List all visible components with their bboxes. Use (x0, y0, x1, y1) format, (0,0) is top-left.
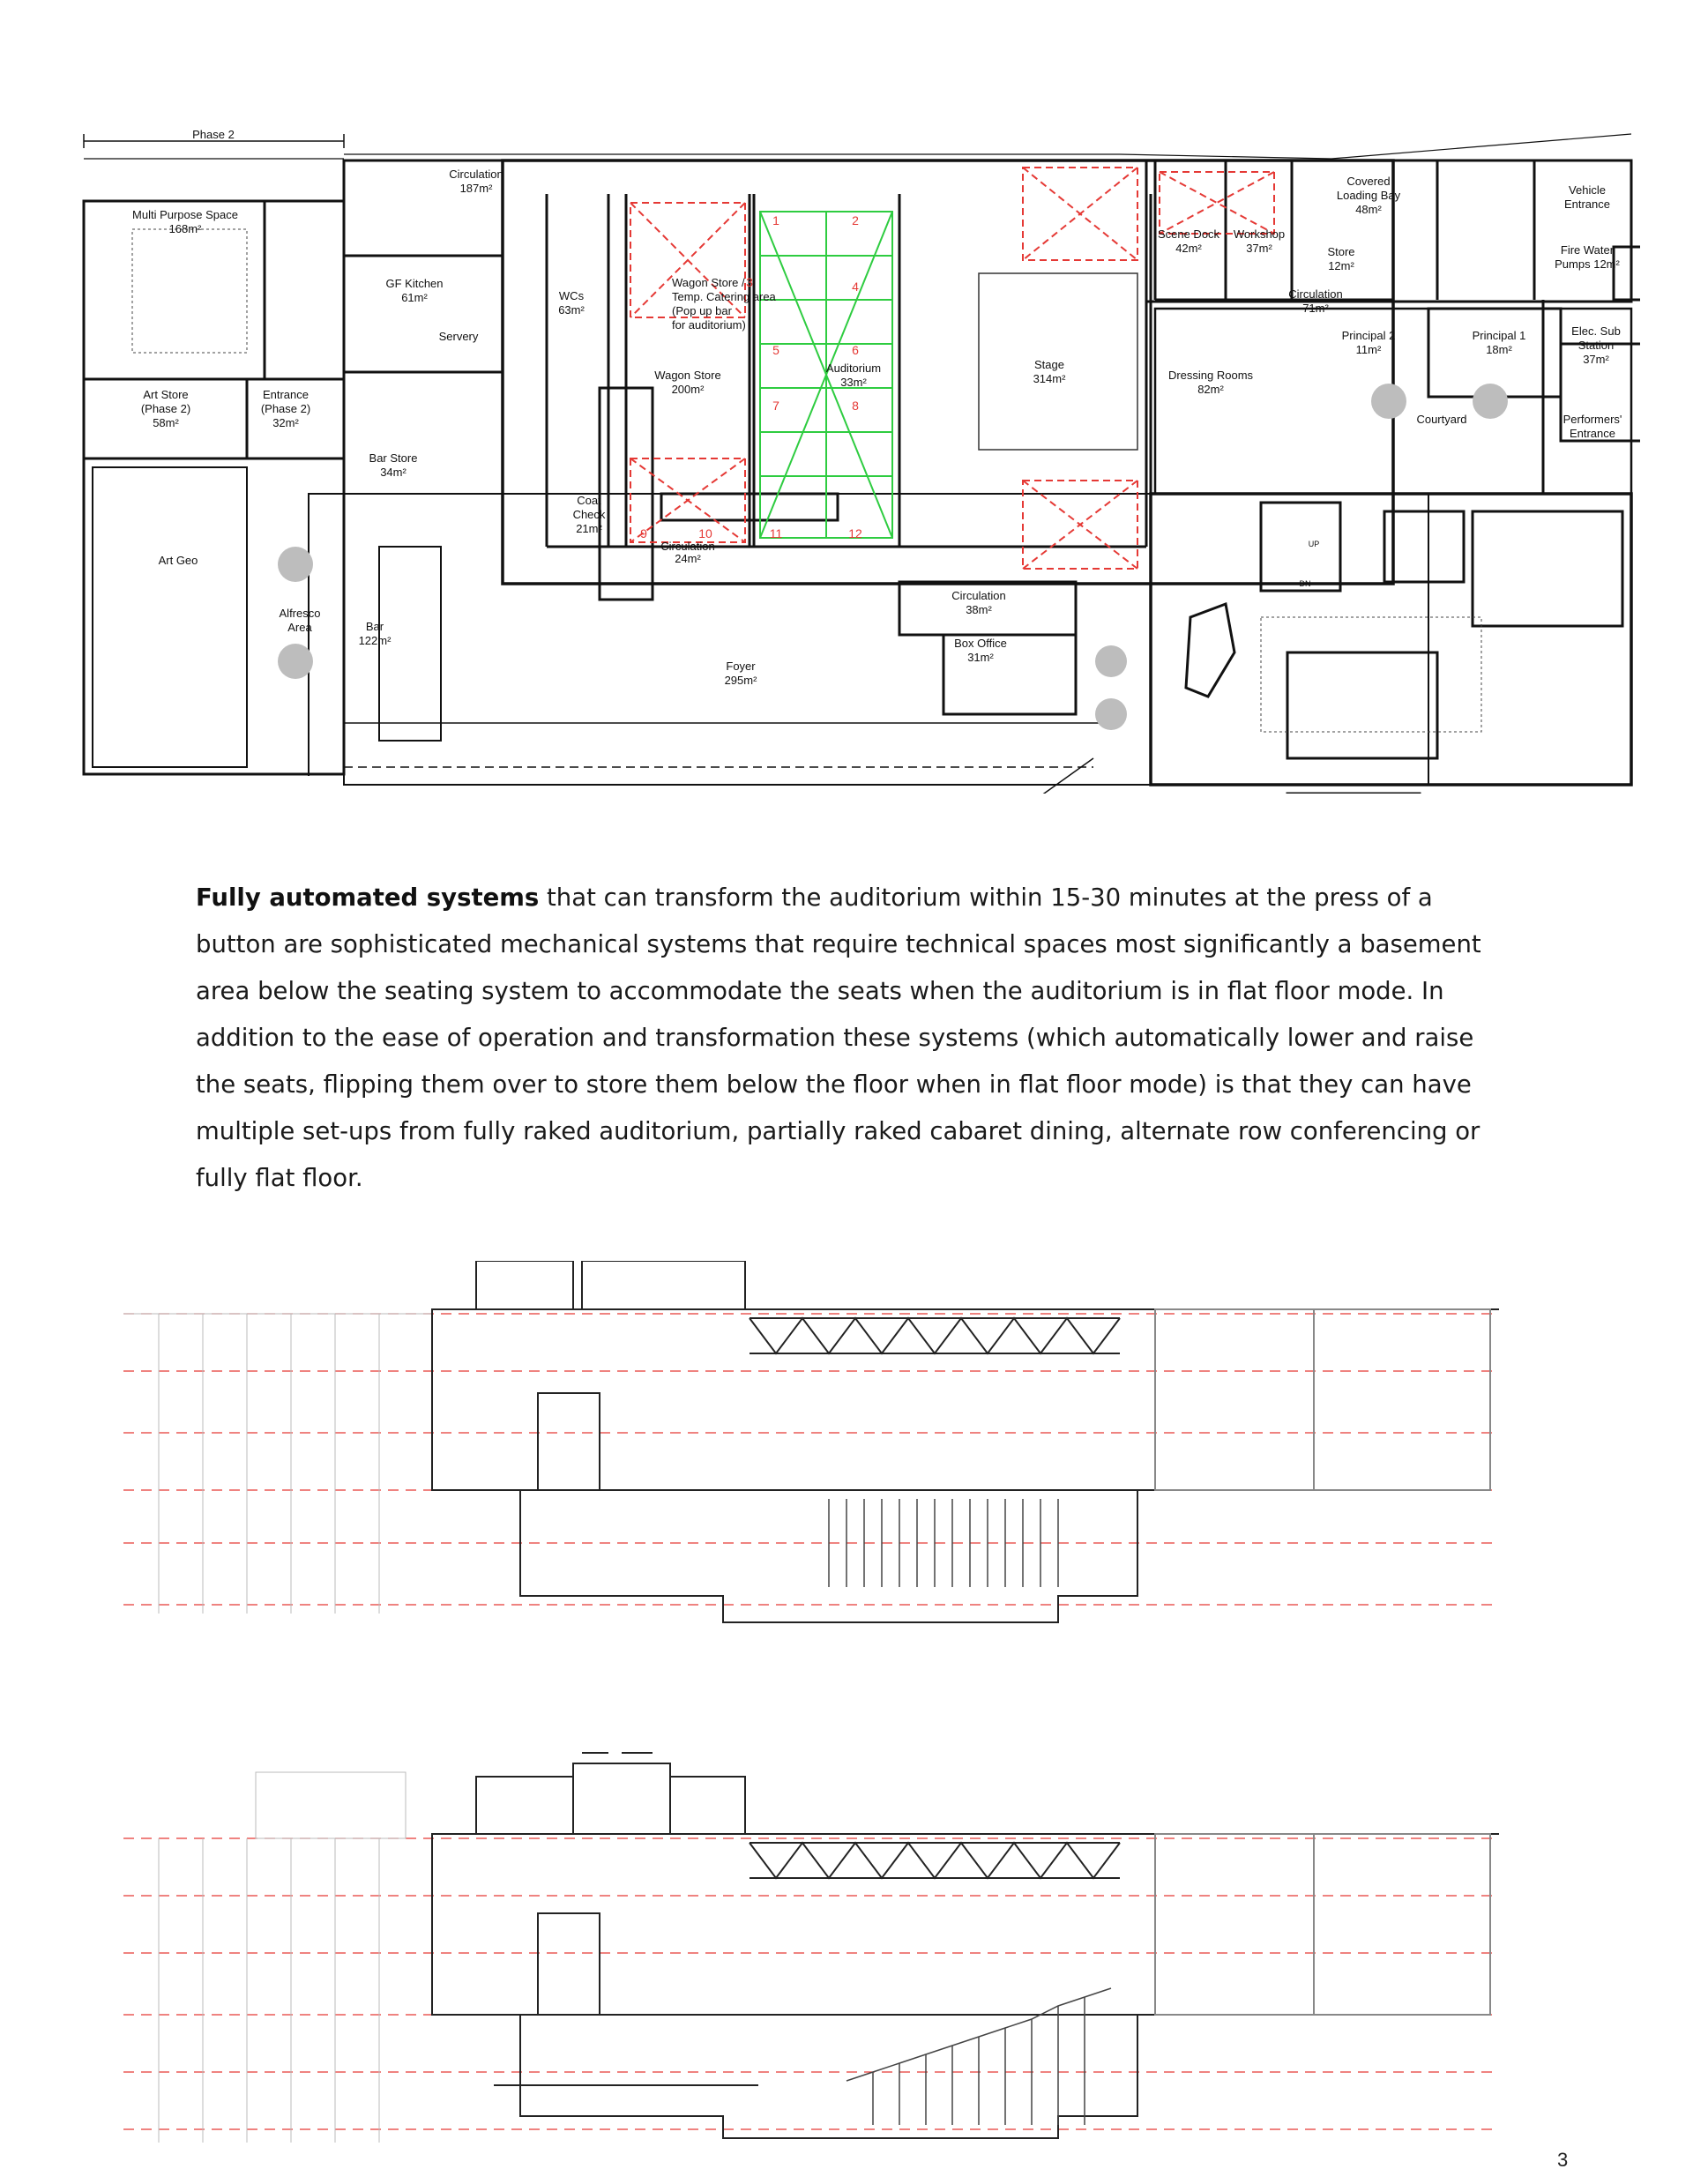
label-entrance-phase2: Entrance (262, 388, 310, 401)
svg-text:(Pop up bar: (Pop up bar (672, 304, 732, 317)
seat-number: 10 (698, 526, 712, 540)
label-circulation-bottom: Circulation (660, 540, 715, 553)
svg-text:48m²: 48m² (1355, 203, 1382, 216)
label-vehicle-entrance: Vehicle (1569, 183, 1606, 197)
label-performers-entrance: Performers' (1562, 413, 1622, 426)
label-principal-2: Principal 2 (1341, 329, 1396, 342)
svg-text:24m²: 24m² (675, 552, 701, 565)
label-foyer: Foyer (726, 660, 756, 673)
svg-text:168m²: 168m² (168, 222, 202, 235)
label-bar-store: Bar Store (369, 451, 418, 465)
svg-text:58m²: 58m² (153, 416, 179, 429)
seat-number: 7 (772, 399, 779, 413)
label-circulation-71: Circulation (1288, 287, 1343, 301)
label-gf-kitchen: GF Kitchen (385, 277, 444, 290)
phase-label: Phase 2 (192, 128, 235, 141)
svg-text:Check: Check (572, 508, 606, 521)
section-flat-floor (123, 1261, 1499, 1631)
svg-text:12m²: 12m² (1328, 259, 1354, 272)
label-servery: Servery (438, 330, 479, 343)
seat-number: 2 (852, 213, 859, 227)
svg-text:11m²: 11m² (1355, 343, 1382, 356)
svg-text:Temp. Catering area: Temp. Catering area (672, 290, 776, 303)
label-bar: Bar (365, 620, 384, 633)
label-alfresco: Alfresco (279, 607, 321, 620)
seat-number: 3 (746, 275, 753, 289)
svg-text:71m²: 71m² (1302, 302, 1329, 315)
label-circulation-38: Circulation (951, 589, 1006, 602)
label-auditorium: Auditorium (825, 362, 882, 375)
label-box-office: Box Office (954, 637, 1007, 650)
svg-text:33m²: 33m² (840, 376, 867, 389)
label-coat-check: Coat (577, 494, 601, 507)
label-scene-dock: Scene Dock (1157, 227, 1220, 241)
label-dn: DN (1299, 579, 1311, 588)
label-principal-1: Principal 1 (1472, 329, 1526, 342)
svg-text:34m²: 34m² (380, 466, 406, 479)
svg-text:122m²: 122m² (358, 634, 392, 647)
floor-plan-drawing (79, 123, 1640, 794)
label-fire-water: Fire Water (1560, 243, 1615, 257)
paragraph-lead: Fully automated systems (196, 883, 540, 912)
svg-text:21m²: 21m² (576, 522, 602, 535)
seat-number: 12 (848, 526, 862, 540)
label-workshop: Workshop (1233, 227, 1286, 241)
svg-text:Station: Station (1577, 339, 1615, 352)
label-covered-loading: Covered (1346, 175, 1391, 188)
svg-text:187m²: 187m² (459, 182, 493, 195)
seat-number: 5 (772, 343, 779, 357)
seat-number: 11 (769, 526, 783, 540)
ground-floor-plan (79, 123, 1640, 794)
svg-text:(Phase 2): (Phase 2) (140, 402, 191, 415)
section-raked-seating (123, 1737, 1499, 2151)
svg-text:Entrance: Entrance (1569, 427, 1616, 440)
seat-number: 4 (852, 280, 859, 294)
svg-text:295m²: 295m² (724, 674, 757, 687)
svg-text:Loading Bay: Loading Bay (1336, 189, 1401, 202)
svg-text:200m²: 200m² (671, 383, 705, 396)
svg-text:37m²: 37m² (1583, 353, 1609, 366)
seat-number: 6 (852, 343, 859, 357)
svg-text:31m²: 31m² (967, 651, 994, 664)
seat-number: 9 (640, 526, 647, 540)
seat-number: 1 (772, 213, 779, 227)
svg-text:Entrance: Entrance (1563, 198, 1611, 211)
label-elec-sub: Elec. Sub (1571, 324, 1621, 338)
svg-text:32m²: 32m² (272, 416, 299, 429)
description-paragraph (196, 875, 1518, 1202)
label-courtyard: Courtyard (1416, 413, 1467, 426)
label-art-store: Art Store (143, 388, 189, 401)
section-drawing-2 (123, 1737, 1499, 2151)
seat-number: 8 (852, 399, 859, 413)
label-art-geo: Art Geo (158, 554, 198, 567)
label-multi-purpose: Multi Purpose Space (132, 208, 238, 221)
label-store: Store (1327, 245, 1355, 258)
label-dressing-rooms: Dressing Rooms (1167, 369, 1254, 382)
label-circulation-top: Circulation (449, 168, 503, 181)
svg-text:61m²: 61m² (401, 291, 428, 304)
paragraph-body: that can transform the auditorium within 15-30 minutes at the press of a button are sophisticated mechanical systems that require technical spaces most significantly a basement area below the seating system to accommodate the seats when the auditorium is in flat floor mode. In addition to the ease of operation and transformation these systems (which automatically lower and raise the seats, flipping them over to store them below the floor when in flat floor mode) is that they can have multiple set-ups from fully raked auditorium, partially raked cabaret dining, alternate row conferencing or fully flat floor. (196, 883, 1481, 1192)
section-drawing-1 (123, 1261, 1499, 1631)
svg-text:Area: Area (287, 621, 312, 634)
svg-text:82m²: 82m² (1197, 383, 1224, 396)
svg-text:63m²: 63m² (558, 303, 585, 317)
page-number: 3 (1557, 2149, 1569, 2171)
label-wagon-store: Wagon Store (654, 369, 721, 382)
svg-text:(Phase 2): (Phase 2) (260, 402, 311, 415)
label-wcs: WCs (558, 289, 585, 302)
svg-text:38m²: 38m² (966, 603, 992, 616)
svg-text:314m²: 314m² (1033, 372, 1066, 385)
label-wagon-store-temp: Wagon Store / (672, 276, 745, 289)
svg-text:for auditorium): for auditorium) (672, 318, 746, 332)
label-stage: Stage (1034, 358, 1064, 371)
svg-text:37m²: 37m² (1246, 242, 1272, 255)
svg-text:Pumps 12m²: Pumps 12m² (1555, 257, 1620, 271)
svg-text:42m²: 42m² (1175, 242, 1202, 255)
svg-text:18m²: 18m² (1486, 343, 1512, 356)
label-up: UP (1308, 540, 1320, 548)
